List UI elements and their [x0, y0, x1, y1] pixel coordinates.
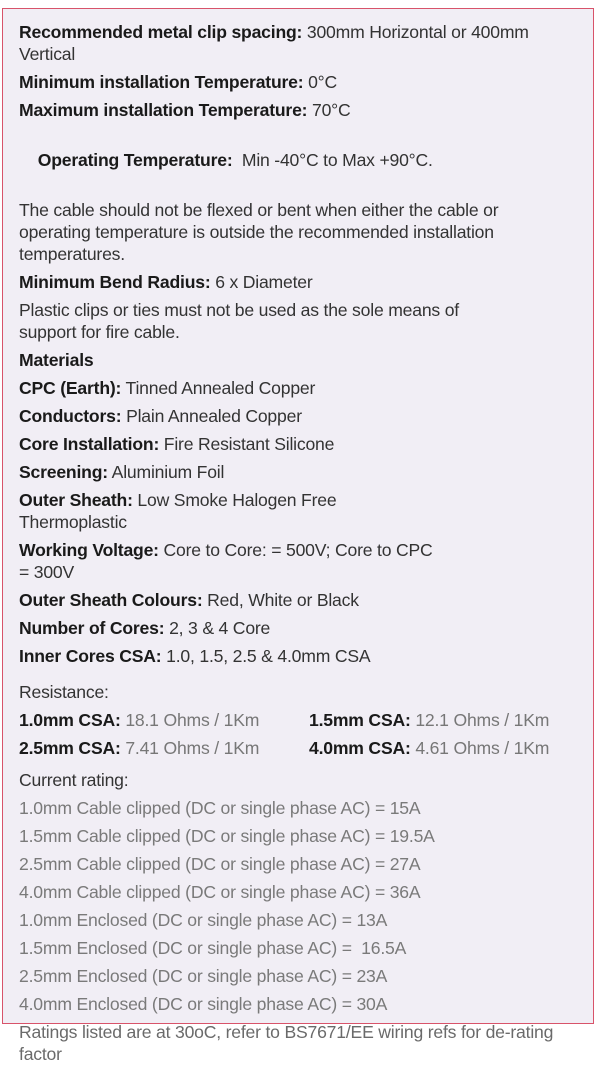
- material-core-installation: [19, 433, 583, 455]
- material-label: CPC (Earth):: [19, 378, 122, 398]
- resistance-label: 4.0mm CSA:: [309, 738, 411, 758]
- material-label: Conductors:: [19, 406, 122, 426]
- rating-item: 1.5mm Enclosed (DC or single phase AC) = 16.5A: [19, 938, 407, 958]
- material-label: Outer Sheath:: [19, 490, 133, 510]
- rating-item: 2.5mm Cable clipped (DC or single phase AC) = 27A: [19, 854, 421, 874]
- material-value: 2, 3 & 4 Core: [164, 618, 271, 638]
- material-value: Core to Core: = 500V; Core to CPC = 300V: [19, 540, 433, 582]
- spec-label: Recommended metal clip spacing:: [19, 22, 303, 42]
- resistance-value: 12.1 Ohms / 1Km: [410, 710, 550, 730]
- resistance-grid: [19, 709, 583, 765]
- material-label: Number of Cores:: [19, 618, 165, 638]
- rating-footnote: Ratings listed are at 30oC, refer to BS7671/EE wiring refs for de-rating factor: [19, 1022, 554, 1064]
- material-number-of-cores: [19, 617, 583, 639]
- material-label: Screening:: [19, 462, 108, 482]
- material-value: Tinned Annealed Copper: [121, 378, 316, 398]
- material-inner-cores-csa: [19, 645, 583, 667]
- material-sheath-colours: [19, 589, 583, 611]
- resistance-1-5mm: [309, 709, 589, 731]
- section-spacer: [19, 673, 583, 681]
- material-value: Aluminium Foil: [107, 462, 225, 482]
- material-label: Core Installation:: [19, 434, 160, 454]
- material-value: Red, White or Black: [202, 590, 359, 610]
- rating-item: 4.0mm Enclosed (DC or single phase AC) = 30A: [19, 994, 388, 1014]
- resistance-heading: Resistance:: [19, 682, 109, 702]
- materials-heading: Materials: [19, 350, 94, 370]
- resistance-label: 1.0mm CSA:: [19, 710, 121, 730]
- spec-max-install-temp: [19, 99, 583, 121]
- resistance-value: 18.1 Ohms / 1Km: [120, 710, 260, 730]
- resistance-1-0mm: [19, 709, 309, 731]
- spec-operating-temp: [19, 127, 583, 193]
- current-rating-heading: Current rating:: [19, 770, 129, 790]
- spec-panel: [2, 8, 594, 1064]
- material-value: Low Smoke Halogen Free Thermoplastic: [19, 490, 337, 532]
- material-conductors: [19, 405, 583, 427]
- material-label: Inner Cores CSA:: [19, 646, 162, 666]
- material-value: 1.0, 1.5, 2.5 & 4.0mm CSA: [161, 646, 371, 666]
- resistance-value: 7.41 Ohms / 1Km: [120, 738, 260, 758]
- spec-clip-spacing: [19, 21, 549, 65]
- spec-bend-radius: [19, 271, 583, 293]
- spec-value: 300mm Horizontal or 400mm Vertical: [19, 22, 529, 64]
- material-value: Fire Resistant Silicone: [159, 434, 335, 454]
- resistance-label: 1.5mm CSA:: [309, 710, 411, 730]
- spec-min-install-temp: [19, 71, 583, 93]
- spec-clips-note: Plastic clips or ties must not be used as the sole means of support for fire cable.: [19, 300, 459, 342]
- rating-item: 1.5mm Cable clipped (DC or single phase AC) = 19.5A: [19, 826, 435, 846]
- rating-item: 1.0mm Cable clipped (DC or single phase AC) = 15A: [19, 798, 421, 818]
- spec-label: Minimum installation Temperature:: [19, 72, 304, 92]
- material-value: Plain Annealed Copper: [121, 406, 302, 426]
- spec-value: Min -40°C to Max +90°C.: [232, 150, 433, 170]
- spec-value: 0°C: [303, 72, 338, 92]
- material-outer-sheath: [19, 489, 349, 533]
- rating-item: 4.0mm Cable clipped (DC or single phase AC) = 36A: [19, 882, 421, 902]
- material-label: Working Voltage:: [19, 540, 159, 560]
- material-cpc: [19, 377, 583, 399]
- resistance-value: 4.61 Ohms / 1Km: [410, 738, 550, 758]
- rating-item: 2.5mm Enclosed (DC or single phase AC) = 23A: [19, 966, 388, 986]
- material-working-voltage: [19, 539, 439, 583]
- rating-item: 1.0mm Enclosed (DC or single phase AC) = 13A: [19, 910, 388, 930]
- spec-value: 6 x Diameter: [210, 272, 313, 292]
- resistance-label: 2.5mm CSA:: [19, 738, 121, 758]
- material-label: Outer Sheath Colours:: [19, 590, 203, 610]
- spec-flex-note: The cable should not be flexed or bent when either the cable or operating temperature is outside the recommended installation temperatures.: [19, 200, 499, 264]
- spec-label: Minimum Bend Radius:: [19, 272, 211, 292]
- material-screening: [19, 461, 583, 483]
- spec-label: Operating Temperature:: [37, 150, 233, 170]
- resistance-2-5mm: [19, 737, 309, 759]
- resistance-4-0mm: [309, 737, 589, 759]
- spec-label: Maximum installation Temperature:: [19, 100, 308, 120]
- spec-value: 70°C: [307, 100, 351, 120]
